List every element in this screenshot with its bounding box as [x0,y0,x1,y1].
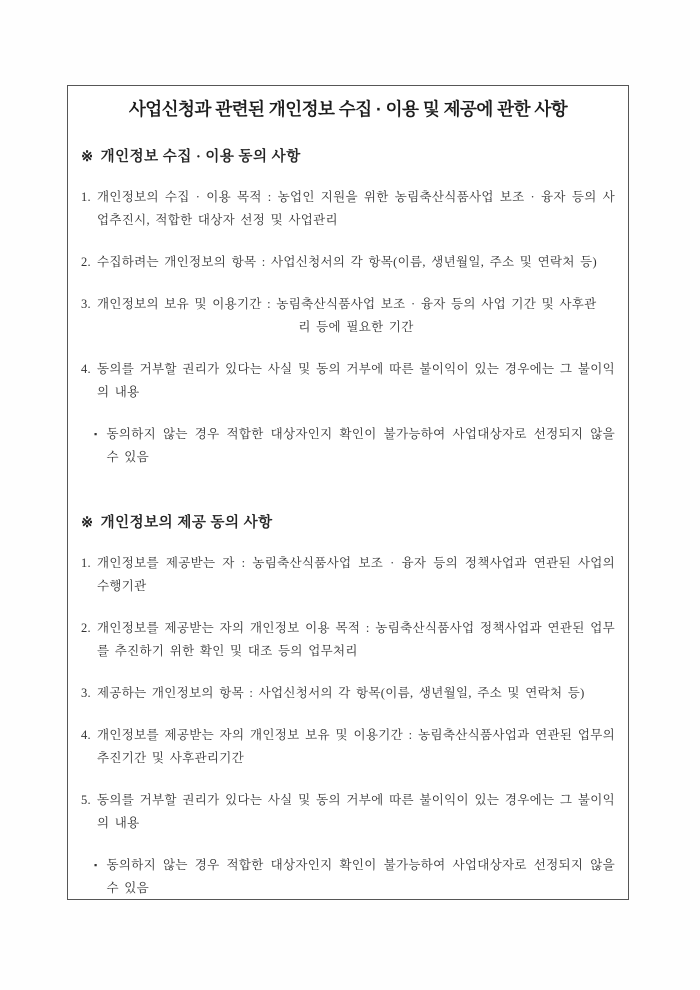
list-item [81,251,615,274]
item-text-line1: 개인정보의 보유 및 이용기간 : 농림축산식품사업 보조 · 융자 등의 사업 기간 및 사후관 [96,297,597,311]
item-text: 개인정보의 수집 · 이용 목적 : 농업인 지원을 위한 농림축산식품사업 보조 · 융자 등의 사업추진시, 적합한 대상자 선정 및 사업관리 [96,190,615,227]
item-number: 3. [81,686,91,700]
square-bullet-icon: ▪ [94,429,98,439]
item-text: 제공하는 개인정보의 항목 : 사업신청서의 각 항목(이름, 생년월일, 주소 및 연락처 등) [96,686,585,700]
bullet-text: 동의하지 않는 경우 적합한 대상자인지 확인이 불가능하여 사업대상자로 선정되지 않을 수 있음 [106,427,615,464]
section1-heading [81,147,614,167]
item-text: 동의를 거부할 권리가 있다는 사실 및 동의 거부에 따른 불이익이 있는 경우에는 그 불이익의 내용 [96,793,615,830]
list-item [81,617,615,663]
list-item [81,552,615,598]
section-provision-consent [68,513,628,900]
item-text-line2-centered: 리 등에 필요한 기간 [298,320,414,334]
list-item [81,358,615,404]
square-bullet-icon: ▪ [94,860,98,870]
item-text: 개인정보를 제공받는 자 : 농림축산식품사업 보조 · 융자 등의 정책사업과 연관된 사업의 수행기관 [96,556,615,593]
item-number: 4. [81,728,91,742]
bullet-note [94,423,615,469]
item-text: 수집하려는 개인정보의 항목 : 사업신청서의 각 항목(이름, 생년월일, 주소 및 연락처 등) [96,255,597,269]
item-text: 개인정보를 제공받는 자의 개인정보 보유 및 이용기간 : 농림축산식품사업과 연관된 업무의 추진기간 및 사후관리기간 [96,728,615,765]
item-text: 개인정보를 제공받는 자의 개인정보 이용 목적 : 농림축산식품사업 정책사업과 연관된 업무를 추진하기 위한 확인 및 대조 등의 업무처리 [96,621,615,658]
list-item [81,293,615,339]
reference-mark-icon: ※ [81,515,94,531]
bullet-note [94,854,615,900]
item-number: 3. [81,297,91,311]
reference-mark-icon: ※ [81,149,94,165]
list-item [81,186,615,232]
item-number: 4. [81,362,91,376]
item-text: 동의를 거부할 권리가 있다는 사실 및 동의 거부에 따른 불이익이 있는 경우에는 그 불이익의 내용 [96,362,615,399]
section1-heading-text: 개인정보 수집 · 이용 동의 사항 [100,149,301,165]
list-item [81,789,615,835]
item-number: 1. [81,190,91,204]
item-number: 2. [81,255,91,269]
list-item [81,682,615,705]
item-number: 2. [81,621,91,635]
item-number: 5. [81,793,91,807]
section2-heading [81,513,614,533]
section-collection-use-consent [68,147,628,469]
item-text [97,293,615,339]
list-item [81,724,615,770]
section2-heading-text: 개인정보의 제공 동의 사항 [100,515,273,531]
document-title: 사업신청과 관련된 개인정보 수집 · 이용 및 제공에 관한 사항 [128,99,568,119]
bullet-text: 동의하지 않는 경우 적합한 대상자인지 확인이 불가능하여 사업대상자로 선정되지 않을 수 있음 [106,858,615,895]
item-number: 1. [81,556,91,570]
consent-notice-box [67,85,629,900]
